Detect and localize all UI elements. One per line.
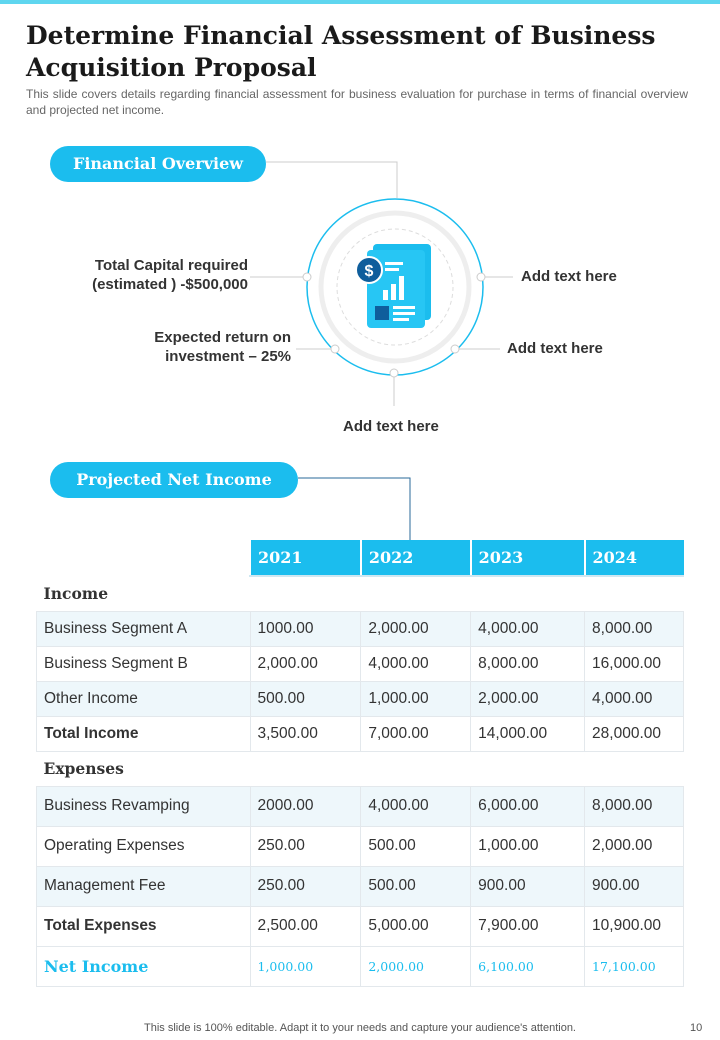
return-line-2: investment – 25% bbox=[165, 348, 291, 365]
net-income-label: Net Income bbox=[37, 946, 251, 986]
return-label bbox=[100, 328, 291, 366]
income-heading: Income bbox=[43, 584, 109, 604]
right-top-text: Add text here bbox=[521, 268, 617, 285]
year-2024: 2024 bbox=[585, 540, 684, 576]
expenses-heading: Expenses bbox=[43, 759, 124, 778]
year-header-row bbox=[37, 540, 684, 576]
total-income-row: Total Income 3,500.00 7,000.00 14,000.00 28,000.00 bbox=[37, 716, 684, 751]
dot-return bbox=[331, 345, 339, 353]
page-title: Determine Financial Assessment of Business Acquisition Proposal bbox=[26, 21, 656, 82]
table-row: Business Segment A 1000.00 2,000.00 4,000.00 8,000.00 bbox=[37, 611, 684, 646]
pill-connector bbox=[266, 162, 397, 198]
year-2021: 2021 bbox=[250, 540, 361, 576]
table-row: Business Revamping 2000.00 4,000.00 6,000.00 8,000.00 bbox=[37, 786, 684, 826]
financial-overview-pill: Financial Overview bbox=[50, 146, 266, 182]
total-expenses-row: Total Expenses 2,500.00 5,000.00 7,900.00 10,900.00 bbox=[37, 906, 684, 946]
dollar-symbol: $ bbox=[364, 263, 374, 280]
dot-bottom bbox=[390, 369, 398, 377]
expenses-section-row bbox=[37, 751, 684, 786]
projected-income-table bbox=[36, 540, 684, 987]
projected-net-income-pill: Projected Net Income bbox=[50, 462, 298, 498]
financial-report-icon bbox=[355, 240, 435, 330]
year-2023: 2023 bbox=[471, 540, 585, 576]
capital-line-2: (estimated ) -$500,000 bbox=[92, 276, 248, 293]
capital-line-1: Total Capital required bbox=[94, 257, 248, 274]
footer-note: This slide is 100% editable. Adapt it to your needs and capture your audience's attention. bbox=[144, 1022, 576, 1034]
table-row: Management Fee 250.00 500.00 900.00 900.00 bbox=[37, 866, 684, 906]
income-section-row bbox=[37, 576, 684, 611]
capital-label bbox=[60, 256, 248, 294]
right-bottom-text: Add text here bbox=[507, 340, 603, 357]
year-2022: 2022 bbox=[361, 540, 471, 576]
bottom-text: Add text here bbox=[343, 418, 439, 435]
dot-capital bbox=[303, 273, 311, 281]
table-row: Other Income 500.00 1,000.00 2,000.00 4,000.00 bbox=[37, 681, 684, 716]
dot-right-top bbox=[477, 273, 485, 281]
table-row: Business Segment B 2,000.00 4,000.00 8,000.00 16,000.00 bbox=[37, 646, 684, 681]
dot-right-bottom bbox=[451, 345, 459, 353]
return-line-1: Expected return on bbox=[154, 329, 291, 346]
page-number: 10 bbox=[690, 1022, 703, 1034]
page-subtitle: This slide covers details regarding financial assessment for business evaluation for purchase in terms of financial overview and projected net income. bbox=[26, 87, 688, 117]
table-row: Operating Expenses 250.00 500.00 1,000.00 2,000.00 bbox=[37, 826, 684, 866]
net-income-row: Net Income 1,000.00 2,000.00 6,100.00 17,100.00 bbox=[37, 946, 684, 986]
